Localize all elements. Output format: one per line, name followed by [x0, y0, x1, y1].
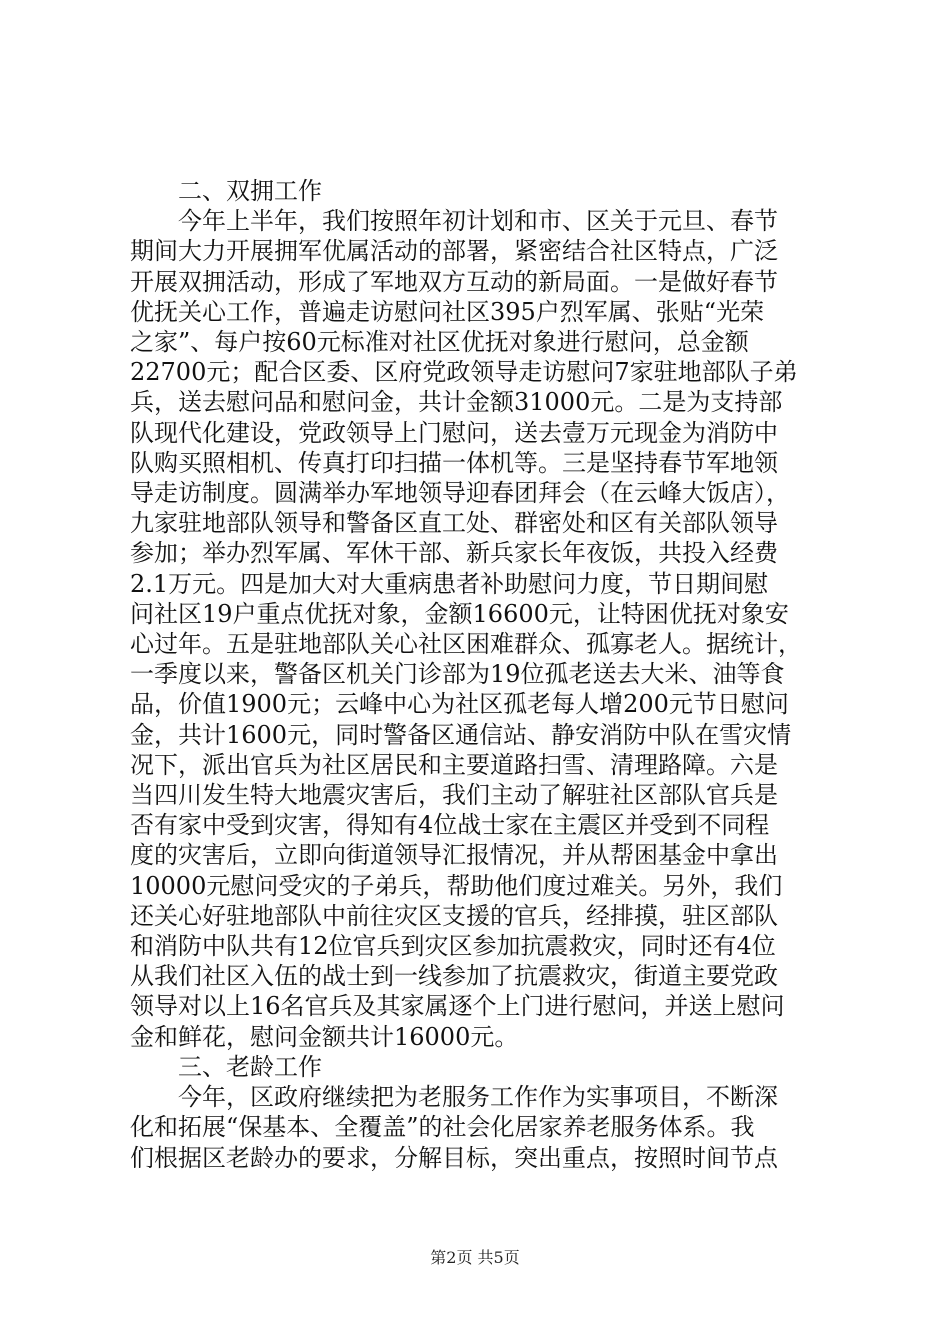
text-line: 从我们社区入伍的战士到一线参加了抗震救灾，街道主要党政	[130, 962, 778, 991]
text-line: 队购买照相机、传真打印扫描一体机等。三是坚持春节军地领	[130, 448, 778, 477]
text-line: 导走访制度。圆满举办军地领导迎春团拜会（在云峰大饭店），	[130, 479, 790, 508]
text-line: 10000元慰问受灾的子弟兵，帮助他们度过难关。另外，我们	[130, 871, 783, 900]
text-line: 化和拓展“保基本、全覆盖”的社会化居家养老服务体系。我	[130, 1113, 755, 1142]
section-heading-shuangyong: 二、双拥工作	[178, 177, 322, 205]
text-line: 参加；举办烈军属、军休干部、新兵家长年夜饭，共投入经费	[130, 539, 778, 568]
text-line: 否有家中受到灾害，得知有4位战士家在主震区并受到不同程	[130, 811, 770, 840]
text-line: 九家驻地部队领导和警备区直工处、群密处和区有关部队领导	[130, 509, 778, 538]
text-line: 和消防中队共有12位官兵到灾区参加抗震救灾，同时还有4位	[130, 932, 776, 961]
text-line: 还关心好驻地部队中前往灾区支援的官兵，经排摸，驻区部队	[130, 901, 778, 930]
text-line: 当四川发生特大地震灾害后，我们主动了解驻社区部队官兵是	[130, 781, 778, 810]
text-line: 今年，区政府继续把为老服务工作作为实事项目，不断深	[178, 1083, 778, 1112]
paragraph-laoling	[130, 1082, 834, 1173]
page-footer	[0, 1245, 950, 1268]
text-line: 品，价值1900元；云峰中心为社区孤老每人增200元节日慰问	[130, 690, 789, 719]
text-line: 优抚关心工作，普遍走访慰问社区395户烈军属、张贴“光荣	[130, 297, 765, 326]
paragraph-shuangyong	[130, 206, 834, 1052]
text-line: 金，共计1600元，同时警备区通信站、静安消防中队在雪灾情	[130, 720, 792, 749]
text-line: 况下，派出官兵为社区居民和主要道路扫雪、清理路障。六是	[130, 750, 778, 779]
text-line: 领导对以上16名官兵及其家属逐个上门进行慰问，并送上慰问	[130, 992, 785, 1021]
section-heading-laoling: 三、老龄工作	[178, 1052, 322, 1081]
text-line: 期间大力开展拥军优属活动的部署，紧密结合社区特点，广泛	[130, 237, 778, 266]
text-line: 们根据区老龄办的要求，分解目标，突出重点，按照时间节点	[130, 1143, 778, 1172]
text-line: 兵，送去慰问品和慰问金，共计金额31000元。二是为支持部	[130, 388, 783, 417]
text-line: 问社区19户重点优抚对象，金额16600元，让特困优抚对象安	[130, 599, 789, 628]
text-line: 金和鲜花，慰问金额共计16000元。	[130, 1022, 519, 1051]
text-line: 度的灾害后，立即向街道领导汇报情况，并从帮困基金中拿出	[130, 841, 778, 870]
text-line: 一季度以来，警备区机关门诊部为19位孤老送去大米、油等食	[130, 660, 785, 689]
page-number-label: 第2页 共5页	[430, 1248, 520, 1267]
text-line: 开展双拥活动，形成了军地双方互动的新局面。一是做好春节	[130, 267, 778, 296]
text-line: 心过年。五是驻地部队关心社区困难群众、孤寡老人。据统计，	[130, 630, 802, 659]
text-line: 今年上半年，我们按照年初计划和市、区关于元旦、春节	[178, 207, 778, 236]
text-line: 队现代化建设，党政领导上门慰问，送去壹万元现金为消防中	[130, 418, 778, 447]
text-line: 22700元；配合区委、区府党政领导走访慰问7家驻地部队子弟	[130, 358, 798, 387]
document-body	[130, 176, 834, 1173]
text-line: 之家”、每户按60元标准对社区优抚对象进行慰问，总金额	[130, 328, 749, 357]
text-line: 2.1万元。四是加大对大重病患者补助慰问力度，节日期间慰	[130, 569, 769, 598]
